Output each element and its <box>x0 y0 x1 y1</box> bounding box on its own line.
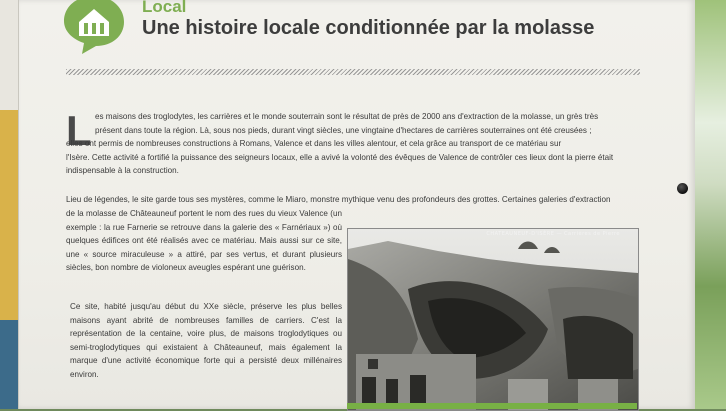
history-paragraph: Ce site, habité jusqu'au début du XXe siècle, préserve les plus belles maisons ayant abrité de nombreuses familles de carriers. C'est la représentation de la centaine, voire plus, de maisons troglodytiques ou semi-troglodytiques qui existaient à Châteauneuf, mais également la marque d'une activité économique forte qui a persisté deux millénaires environ. <box>70 302 342 379</box>
intro-paragraph-continued <box>66 137 644 178</box>
legends-first-line: Lieu de légendes, le site garde tous ses mystères, comme le Miaro, monstre mythique venu des profondeurs des grottes. Certaines galeries d'extraction <box>66 195 611 204</box>
photo-caption: CHATEAUNEUF-D'ISÈRE — Carrières de Pierre <box>486 231 620 237</box>
page-title: Une histoire locale conditionnée par la molasse <box>142 17 595 39</box>
photo-drawing <box>348 229 638 410</box>
intro-line-2: présent dans toute la région. Là, sous nos pieds, durant vingt siècles, une vingtaine d'hectares de carrières souterraines ont été creusées ; <box>95 125 592 135</box>
intro-line-3: elles ont permis de nombreuses constructions à Romans, Valence et dans les villes alentour, et cela grâce au transport de ce matériau sur <box>66 139 562 148</box>
legends-paragraph: de la molasse de Châteauneuf portent le nom des rues du vieux Valence (un exemple : la rue Farnerie se retrouve dans la galerie des « Farnériaux ») où quelques édifices ont été réalisés avec ce matériau. Mais aussi sur ce site, une « source miraculeuse » a attiré, par ses vertus, et durant plusieurs siècles, bon nombre de violoneux aveugles espérant une guérison. <box>66 209 342 273</box>
adjacent-panel-edge <box>0 110 20 320</box>
drop-cap: L <box>66 107 92 154</box>
intro-line-1: es maisons des troglodytes, les carrières et le monde souterrain sont le résultat de près de 2000 ans d'extraction de la molasse, un grès très <box>95 112 599 121</box>
photo-accent-bar <box>347 403 637 409</box>
house-speech-bubble-icon <box>62 0 126 56</box>
quarry-photograph <box>347 228 639 411</box>
mounting-screw <box>677 183 688 194</box>
intro-rest: l'Isère. Cette activité a fortifié la puissance des seigneurs locaux, elle a avivé la volonté des évêques de Valence de contrôler ces lieux dont la pierre était indispensable à la construction. <box>66 152 614 176</box>
cut-off-text <box>70 400 320 409</box>
hatched-divider <box>66 69 640 75</box>
section-label: Local <box>142 0 187 16</box>
intro-paragraph <box>95 110 643 137</box>
adjacent-panel-lower <box>0 320 20 409</box>
background-foliage <box>690 0 726 409</box>
